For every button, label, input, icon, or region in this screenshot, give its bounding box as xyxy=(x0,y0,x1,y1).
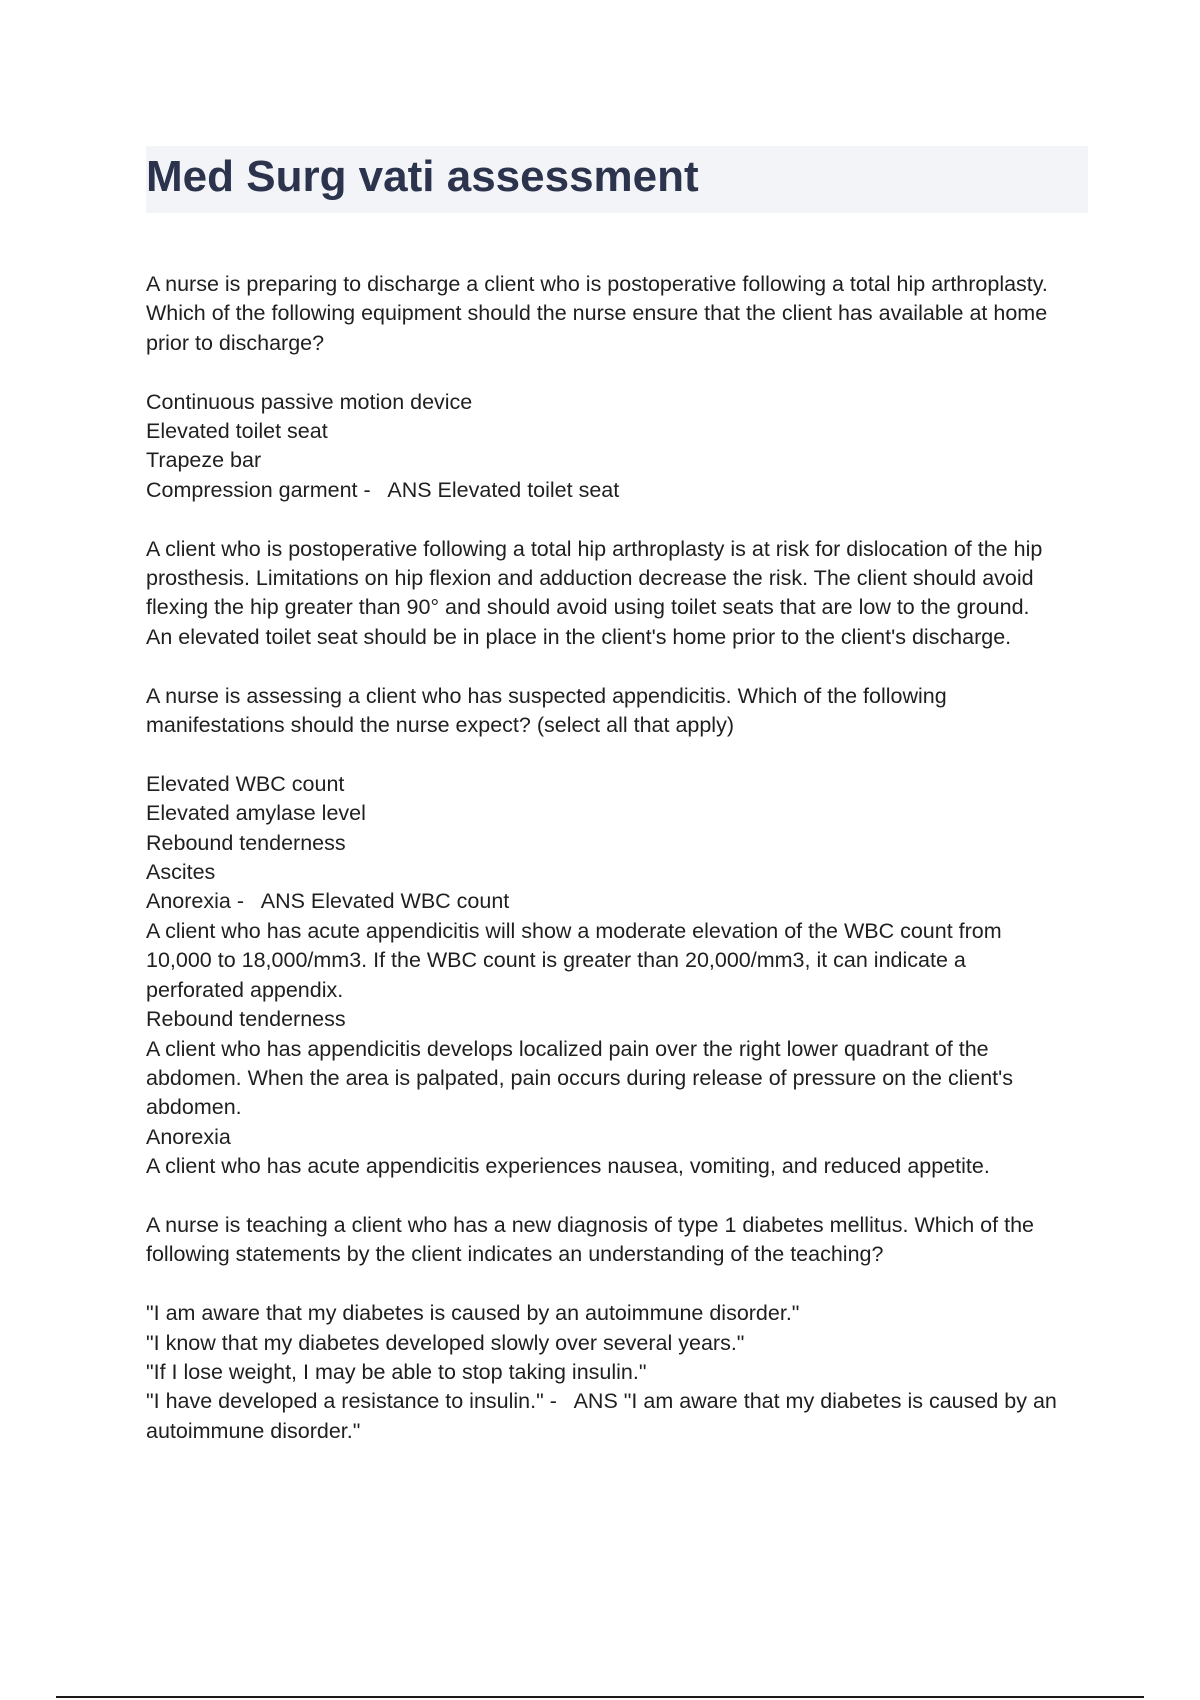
rationale-line: A client who has acute appendicitis will show a moderate elevation of the WBC count from xyxy=(146,918,1002,943)
option-item: Rebound tenderness xyxy=(146,830,346,855)
rationale-line: A client who has acute appendicitis experiences nausea, vomiting, and reduced appetite. xyxy=(146,1154,990,1179)
rationale-line: A client who has appendicitis develops localized pain over the right lower quadrant of the xyxy=(146,1036,989,1061)
stem-line: A nurse is assessing a client who has suspected appendicitis. Which of the following xyxy=(146,683,947,708)
rationale-line: An elevated toilet seat should be in place in the client's home prior to the client's discharge. xyxy=(146,624,1012,649)
question-2-rationale xyxy=(146,917,1096,1182)
title-band xyxy=(146,146,1088,213)
option-item: Elevated WBC count xyxy=(146,771,345,796)
stem-line: prior to discharge? xyxy=(146,330,325,355)
option-item: Elevated amylase level xyxy=(146,801,366,826)
option-item: Trapeze bar xyxy=(146,448,262,473)
rationale-line: 10,000 to 18,000/mm3. If the WBC count is greater than 20,000/mm3, it can indicate a xyxy=(146,948,966,973)
rationale-line: Rebound tenderness xyxy=(146,1007,346,1032)
stem-line: A nurse is preparing to discharge a client who is postoperative following a total hip arthroplasty. xyxy=(146,272,1048,296)
option-item-with-answer: autoimmune disorder." xyxy=(146,1418,361,1443)
question-3-stem xyxy=(146,1211,1096,1270)
question-3 xyxy=(146,1211,1096,1446)
option-item: "I am aware that my diabetes is caused by an autoimmune disorder." xyxy=(146,1301,800,1326)
option-item: "I know that my diabetes developed slowly over several years." xyxy=(146,1330,745,1355)
question-1-rationale xyxy=(146,535,1096,653)
rationale-line: flexing the hip greater than 90° and should avoid using toilet seats that are low to the ground. xyxy=(146,595,1030,620)
stem-line: following statements by the client indicates an understanding of the teaching? xyxy=(146,1242,884,1267)
question-1-options xyxy=(146,388,1096,506)
rationale-line: prosthesis. Limitations on hip flexion and adduction decrease the risk. The client should avoid xyxy=(146,566,1034,591)
question-2-options xyxy=(146,770,1096,917)
option-item-with-answer: "I have developed a resistance to insulin." - ANS "I am aware that my diabetes is caused by an xyxy=(146,1389,1057,1414)
question-3-options xyxy=(146,1299,1096,1446)
stem-line: A nurse is teaching a client who has a new diagnosis of type 1 diabetes mellitus. Which of the xyxy=(146,1212,1034,1237)
question-1-stem xyxy=(146,270,1096,358)
option-item: Elevated toilet seat xyxy=(146,419,328,444)
rationale-line: perforated appendix. xyxy=(146,977,344,1002)
rationale-line: abdomen. xyxy=(146,1095,242,1120)
footer-divider xyxy=(56,1696,1144,1698)
question-2 xyxy=(146,682,1096,1182)
option-item: "If I lose weight, I may be able to stop taking insulin." xyxy=(146,1359,647,1384)
option-item-with-answer: Anorexia - ANS Elevated WBC count xyxy=(146,889,510,914)
document-body xyxy=(146,270,1096,1446)
rationale-line: A client who is postoperative following a total hip arthroplasty is at risk for dislocation of the hip xyxy=(146,536,1043,561)
stem-line: manifestations should the nurse expect? (select all that apply) xyxy=(146,713,734,738)
option-item-with-answer: Compression garment - ANS Elevated toilet seat xyxy=(146,477,620,502)
option-item: Continuous passive motion device xyxy=(146,389,473,414)
option-item: Ascites xyxy=(146,860,216,885)
question-2-stem xyxy=(146,682,1096,741)
rationale-line: Anorexia xyxy=(146,1124,231,1149)
question-1 xyxy=(146,270,1096,652)
rationale-line: abdomen. When the area is palpated, pain occurs during release of pressure on the client's xyxy=(146,1065,1014,1090)
stem-line: Which of the following equipment should the nurse ensure that the client has available at home xyxy=(146,301,1048,326)
page-title: Med Surg vati assessment xyxy=(146,152,699,201)
